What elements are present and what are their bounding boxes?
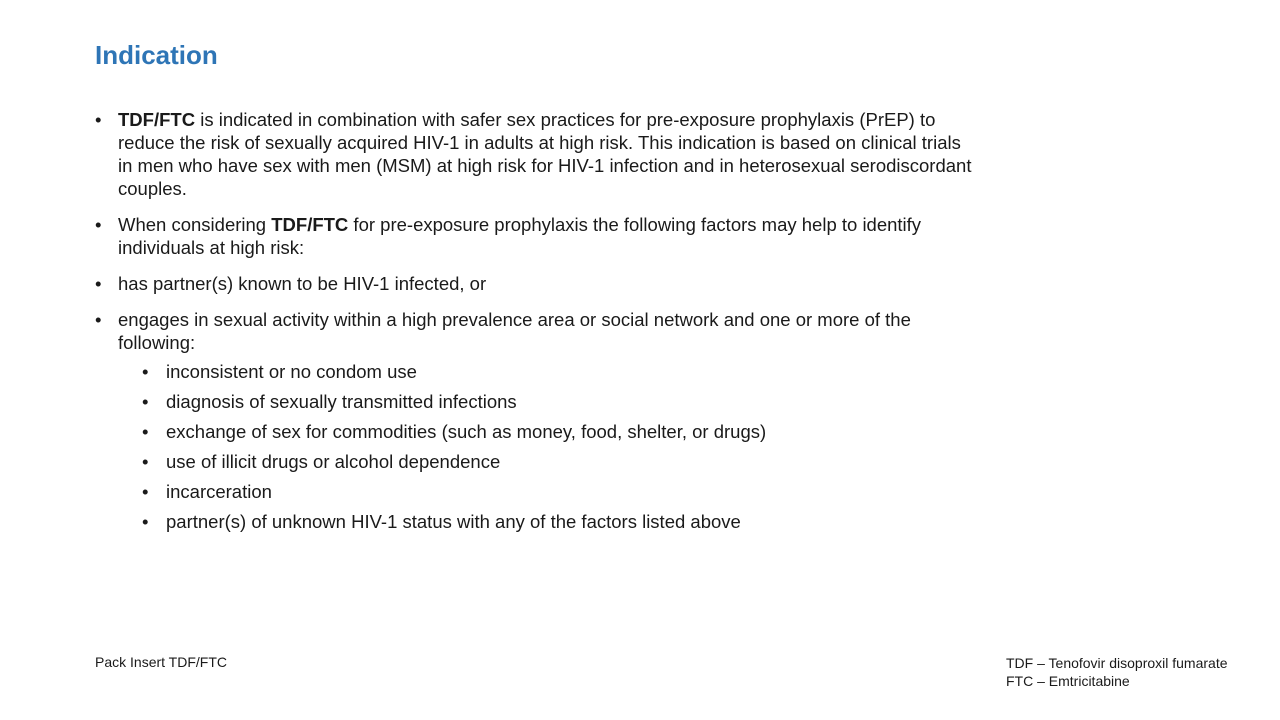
abbreviation-ftc: FTC – Emtricitabine	[1006, 673, 1130, 689]
indication-bullet-list	[95, 108, 980, 546]
sub-bullet-item	[118, 360, 980, 383]
sub-bullet-item	[118, 510, 980, 533]
sub-bullet-item	[118, 480, 980, 503]
bullet-text-before: When considering	[118, 214, 272, 235]
bullet-text: has partner(s) known to be HIV-1 infected, or	[118, 273, 487, 294]
drug-name-bold: TDF/FTC	[271, 214, 349, 235]
bullet-item-sexual-activity	[95, 308, 980, 533]
sub-bullet-marker: •	[142, 481, 149, 502]
footer-source: Pack Insert TDF/FTC	[95, 654, 227, 670]
bullet-marker: •	[95, 214, 102, 235]
sub-bullet-marker: •	[142, 451, 149, 472]
sub-bullet-text: diagnosis of sexually transmitted infections	[166, 391, 517, 412]
bullet-text: is indicated in combination with safer sex practices for pre-exposure prophylaxis (PrEP) to reduce the risk of sexually acquired HIV-1 in adults at high risk. This indication is based on clinical trials in men who have sex with men (MSM) at high risk for HIV-1 infection and in heterosexual serodiscordant couples.	[118, 109, 972, 199]
abbreviation-tdf: TDF – Tenofovir disoproxil fumarate	[1006, 655, 1228, 671]
risk-factor-sub-list	[118, 360, 980, 533]
bullet-marker: •	[95, 273, 102, 294]
sub-bullet-item	[118, 450, 980, 473]
sub-bullet-marker: •	[142, 511, 149, 532]
bullet-marker: •	[95, 109, 102, 130]
sub-bullet-marker: •	[142, 421, 149, 442]
bullet-item-indication	[95, 108, 980, 200]
bullet-marker: •	[95, 309, 102, 330]
sub-bullet-marker: •	[142, 391, 149, 412]
bullet-text-after: for pre-exposure prophylaxis the following factors may help to identify individuals at high risk:	[118, 214, 922, 258]
slide-title: Indication	[95, 40, 218, 70]
sub-bullet-text: partner(s) of unknown HIV-1 status with any of the factors listed above	[166, 511, 741, 532]
sub-bullet-text: incarceration	[166, 481, 272, 502]
drug-name-bold: TDF/FTC	[118, 109, 196, 130]
bullet-item-considerations	[95, 213, 980, 259]
sub-bullet-marker: •	[142, 361, 149, 382]
bullet-item-partner-infected	[95, 272, 980, 295]
footer-abbreviations	[1006, 654, 1228, 690]
sub-bullet-item	[118, 420, 980, 443]
sub-bullet-text: use of illicit drugs or alcohol dependence	[166, 451, 501, 472]
sub-bullet-text: exchange of sex for commodities (such as money, food, shelter, or drugs)	[166, 421, 767, 442]
bullet-text: engages in sexual activity within a high prevalence area or social network and one or more of the following:	[118, 309, 911, 353]
sub-bullet-item	[118, 390, 980, 413]
sub-bullet-text: inconsistent or no condom use	[166, 361, 417, 382]
